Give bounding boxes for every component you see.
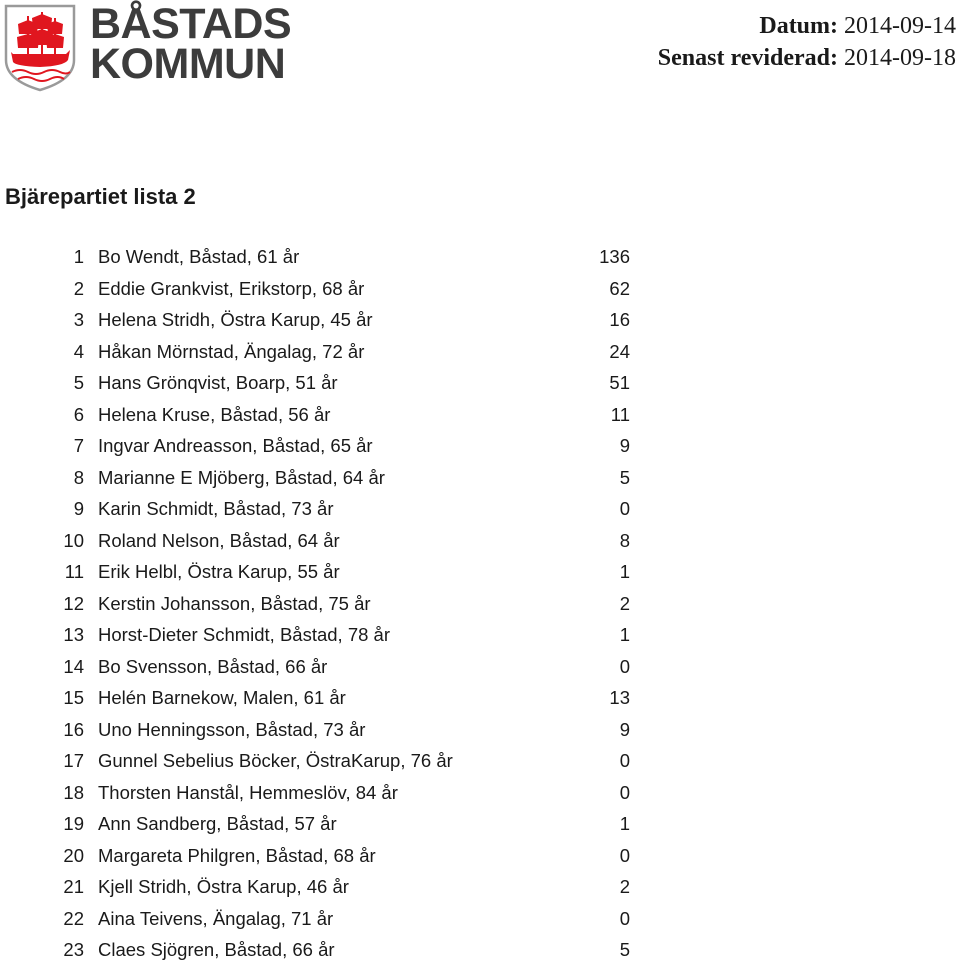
candidate-votes: 24 bbox=[609, 340, 630, 362]
candidate-number: 10 bbox=[63, 529, 84, 551]
candidate-name: Uno Henningsson, Båstad, 73 år bbox=[98, 718, 366, 740]
table-row bbox=[0, 430, 630, 462]
table-row bbox=[0, 714, 630, 746]
candidate-votes: 62 bbox=[609, 277, 630, 299]
candidate-name: Horst-Dieter Schmidt, Båstad, 78 år bbox=[98, 624, 390, 645]
table-row bbox=[0, 934, 630, 966]
candidate-votes: 0 bbox=[619, 655, 630, 677]
candidate-votes: 8 bbox=[619, 529, 630, 551]
candidate-votes: 0 bbox=[619, 907, 630, 929]
candidate-number: 14 bbox=[63, 655, 84, 677]
candidate-votes: 136 bbox=[599, 246, 630, 267]
candidate-name: Aina Teivens, Ängalag, 71 år bbox=[98, 907, 334, 929]
date-label: Datum: bbox=[759, 13, 839, 39]
candidate-name: Helena Stridh, Östra Karup, 45 år bbox=[98, 309, 373, 330]
table-row bbox=[0, 304, 630, 336]
ship-crest-icon bbox=[4, 4, 76, 92]
candidate-name: Helena Kruse, Båstad, 56 år bbox=[98, 403, 331, 425]
candidate-name: Bo Wendt, Båstad, 61 år bbox=[98, 246, 300, 267]
candidate-name: Erik Helbl, Östra Karup, 55 år bbox=[98, 561, 340, 582]
date-value: 2014-09-14 bbox=[844, 13, 956, 39]
candidate-votes: 0 bbox=[619, 844, 630, 866]
candidate-name: Håkan Mörnstad, Ängalag, 72 år bbox=[98, 340, 365, 362]
candidate-votes: 1 bbox=[619, 624, 630, 645]
candidate-name: Ann Sandberg, Båstad, 57 år bbox=[98, 813, 337, 834]
candidate-name: Claes Sjögren, Båstad, 66 år bbox=[98, 939, 335, 960]
candidate-votes: 9 bbox=[619, 435, 630, 456]
candidate-name: Karin Schmidt, Båstad, 73 år bbox=[98, 498, 334, 519]
table-row bbox=[0, 241, 630, 273]
candidate-name: Kerstin Johansson, Båstad, 75 år bbox=[98, 592, 371, 614]
candidate-name: Gunnel Sebelius Böcker, ÖstraKarup, 76 år bbox=[98, 750, 453, 771]
candidate-votes: 2 bbox=[619, 592, 630, 614]
candidate-number: 23 bbox=[63, 939, 84, 960]
candidate-number: 21 bbox=[63, 876, 84, 897]
candidate-votes: 9 bbox=[619, 718, 630, 740]
table-row bbox=[0, 525, 630, 557]
candidate-number: 2 bbox=[73, 277, 84, 299]
candidate-number: 22 bbox=[63, 907, 84, 929]
municipality-name bbox=[90, 0, 292, 88]
municipality-logo bbox=[4, 0, 296, 94]
candidate-name: Marianne E Mjöberg, Båstad, 64 år bbox=[98, 466, 385, 488]
candidate-name: Bo Svensson, Båstad, 66 år bbox=[98, 655, 328, 677]
candidate-number: 1 bbox=[73, 246, 84, 267]
candidate-name: Margareta Philgren, Båstad, 68 år bbox=[98, 844, 376, 866]
table-row bbox=[0, 462, 630, 494]
municipality-name-line1: BÅSTADS bbox=[90, 0, 292, 48]
candidate-name: Roland Nelson, Båstad, 64 år bbox=[98, 529, 340, 551]
candidate-number: 9 bbox=[73, 498, 84, 519]
candidate-name: Thorsten Hanstål, Hemmeslöv, 84 år bbox=[98, 781, 398, 803]
date-row bbox=[658, 10, 956, 42]
table-row bbox=[0, 493, 630, 525]
candidate-number: 4 bbox=[73, 340, 84, 362]
candidate-number: 15 bbox=[63, 687, 84, 708]
revised-label: Senast reviderad: bbox=[657, 45, 839, 71]
table-row bbox=[0, 273, 630, 305]
candidate-votes: 13 bbox=[609, 687, 630, 708]
candidate-number: 8 bbox=[73, 466, 84, 488]
document-title: Bjärepartiet lista 2 bbox=[5, 184, 196, 209]
municipality-name-line2: KOMMUN bbox=[90, 40, 286, 88]
candidate-name: Helén Barnekow, Malen, 61 år bbox=[98, 687, 346, 708]
candidate-number: 11 bbox=[64, 561, 84, 582]
candidate-number: 7 bbox=[73, 435, 84, 456]
candidate-number: 19 bbox=[63, 813, 84, 834]
candidate-votes: 11 bbox=[610, 403, 630, 425]
candidate-name: Kjell Stridh, Östra Karup, 46 år bbox=[98, 876, 349, 897]
table-row bbox=[0, 808, 630, 840]
candidate-name: Hans Grönqvist, Boarp, 51 år bbox=[98, 372, 338, 393]
table-row bbox=[0, 399, 630, 431]
table-row bbox=[0, 745, 630, 777]
candidate-number: 20 bbox=[63, 844, 84, 866]
table-row bbox=[0, 903, 630, 935]
table-row bbox=[0, 871, 630, 903]
candidate-votes: 1 bbox=[619, 561, 630, 582]
candidate-votes: 2 bbox=[619, 876, 630, 897]
candidate-number: 6 bbox=[73, 403, 84, 425]
candidate-number: 3 bbox=[73, 309, 84, 330]
candidate-number: 12 bbox=[63, 592, 84, 614]
candidate-votes: 0 bbox=[619, 781, 630, 803]
table-row bbox=[0, 777, 630, 809]
candidate-list bbox=[0, 241, 630, 966]
table-row bbox=[0, 840, 630, 872]
candidate-votes: 16 bbox=[609, 309, 630, 330]
candidate-votes: 1 bbox=[619, 813, 630, 834]
document-meta bbox=[658, 10, 956, 74]
candidate-votes: 5 bbox=[619, 939, 630, 960]
table-row bbox=[0, 682, 630, 714]
revised-row bbox=[658, 42, 956, 74]
candidate-number: 16 bbox=[63, 718, 84, 740]
table-row bbox=[0, 367, 630, 399]
candidate-number: 18 bbox=[63, 781, 84, 803]
candidate-number: 5 bbox=[73, 372, 84, 393]
candidate-number: 13 bbox=[63, 624, 84, 645]
table-row bbox=[0, 336, 630, 368]
table-row bbox=[0, 651, 630, 683]
revised-value: 2014-09-18 bbox=[844, 45, 956, 71]
candidate-number: 17 bbox=[63, 750, 84, 771]
table-row bbox=[0, 556, 630, 588]
candidate-name: Ingvar Andreasson, Båstad, 65 år bbox=[98, 435, 373, 456]
candidate-votes: 0 bbox=[619, 750, 630, 771]
candidate-name: Eddie Grankvist, Erikstorp, 68 år bbox=[98, 277, 365, 299]
candidate-votes: 5 bbox=[619, 466, 630, 488]
table-row bbox=[0, 619, 630, 651]
candidate-votes: 51 bbox=[609, 372, 630, 393]
candidate-votes: 0 bbox=[619, 498, 630, 519]
table-row bbox=[0, 588, 630, 620]
